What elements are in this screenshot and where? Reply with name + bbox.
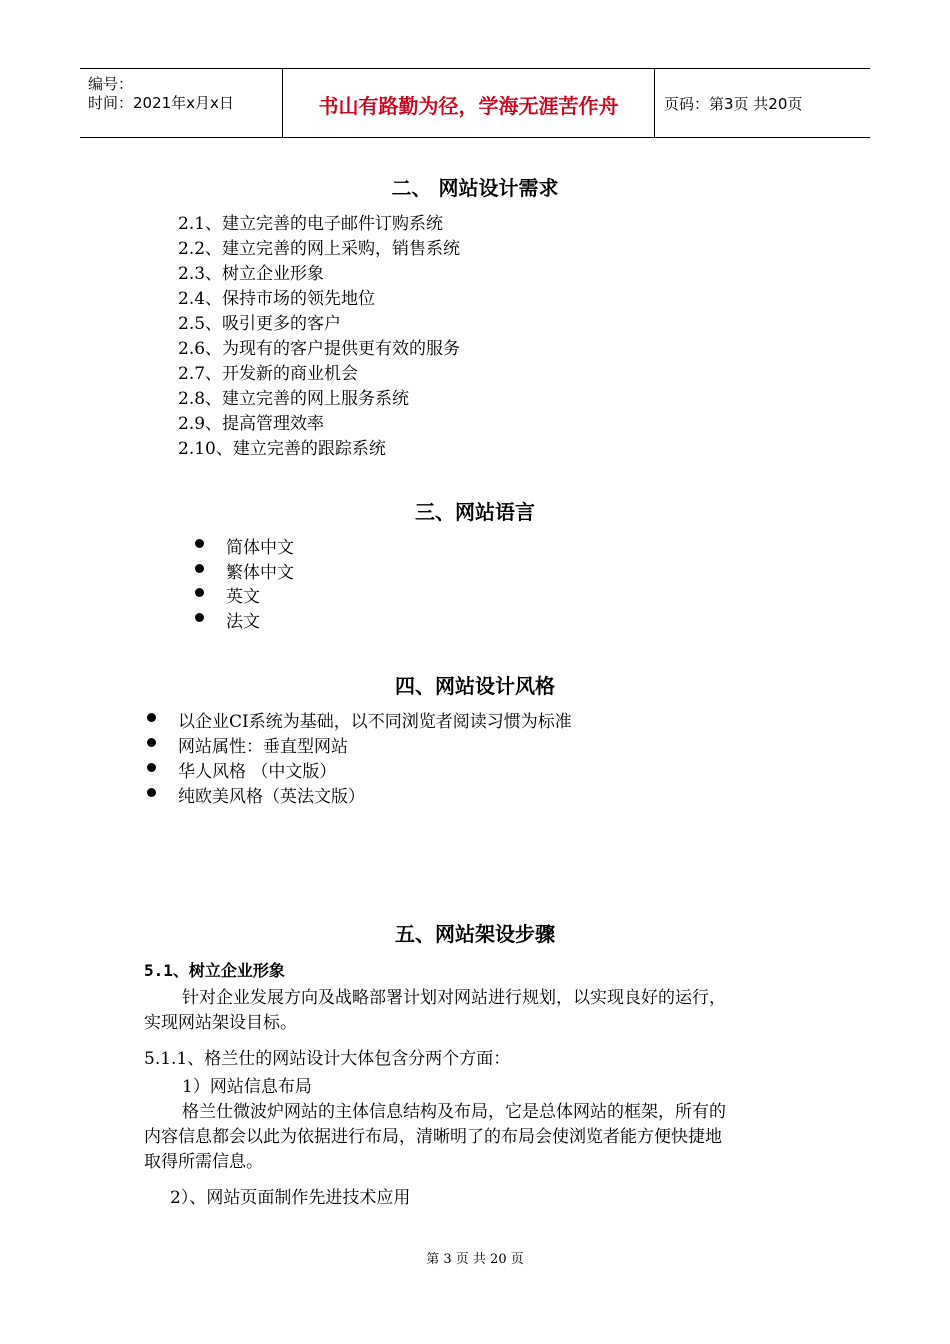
section-5-heading: 五、网站架设步骤 — [395, 922, 555, 946]
language-item: 英文 — [226, 587, 260, 607]
section-2-heading: 二、 网站设计需求 — [391, 176, 559, 200]
paragraph-line: 内容信息都会以此为依据进行布局，清晰明了的布局会使浏览者能方便快捷地 — [144, 1127, 722, 1147]
bullet-icon — [147, 738, 156, 747]
section-4-heading: 四、网站设计风格 — [395, 674, 555, 698]
subsection-5-1-1-heading: 5.1.1、格兰仕的网站设计大体包含分两个方面： — [144, 1049, 511, 1069]
requirement-item: 2.9、提高管理效率 — [178, 414, 325, 434]
language-item: 简体中文 — [226, 538, 294, 558]
page-footer: 第 3 页 共 20 页 — [426, 1252, 524, 1267]
requirement-item: 2.1、建立完善的电子邮件订购系统 — [178, 214, 444, 234]
number-label: 编号： — [88, 75, 134, 93]
language-item: 法文 — [226, 612, 260, 632]
language-item: 繁体中文 — [226, 563, 294, 583]
header-page-cell — [655, 69, 870, 137]
paragraph-line: 取得所需信息。 — [144, 1152, 263, 1172]
requirement-item: 2.10、建立完善的跟踪系统 — [178, 439, 386, 459]
bullet-icon — [147, 763, 156, 772]
page-header — [80, 68, 870, 138]
list-item: 1）网站信息布局 — [182, 1077, 312, 1097]
requirement-item: 2.7、开发新的商业机会 — [178, 364, 359, 384]
paragraph-line: 格兰仕微波炉网站的主体信息结构及布局，它是总体网站的框架，所有的 — [182, 1102, 726, 1122]
bullet-icon — [195, 539, 204, 548]
subsection-5-1-heading: 5.1、树立企业形象 — [144, 961, 285, 980]
motto-text: 书山有路勤为径，学海无涯苦作舟 — [318, 94, 619, 118]
list-item: 2）、网站页面制作先进技术应用 — [170, 1188, 411, 1208]
style-item: 华人风格 （中文版） — [178, 762, 337, 782]
date-label: 时间：2021年x月x日 — [88, 94, 234, 112]
header-motto-cell — [283, 69, 655, 137]
style-item: 网站属性：垂直型网站 — [178, 737, 348, 757]
header-info-cell — [80, 69, 283, 137]
paragraph-line: 针对企业发展方向及战略部署计划对网站进行规划，以实现良好的运行， — [182, 988, 726, 1008]
requirement-item: 2.3、树立企业形象 — [178, 264, 325, 284]
requirement-item: 2.6、为现有的客户提供更有效的服务 — [178, 339, 461, 359]
bullet-icon — [195, 588, 204, 597]
paragraph-line: 实现网站架设目标。 — [144, 1013, 297, 1033]
bullet-icon — [147, 788, 156, 797]
requirement-item: 2.4、保持市场的领先地位 — [178, 289, 376, 309]
bullet-icon — [195, 564, 204, 573]
style-item: 纯欧美风格（英法文版） — [178, 787, 365, 807]
page-label: 页码：第3页 共20页 — [664, 95, 803, 113]
bullet-icon — [147, 713, 156, 722]
requirement-item: 2.5、吸引更多的客户 — [178, 314, 342, 334]
section-3-heading: 三、网站语言 — [415, 500, 535, 524]
bullet-icon — [195, 613, 204, 622]
requirement-item: 2.8、建立完善的网上服务系统 — [178, 389, 410, 409]
requirement-item: 2.2、建立完善的网上采购，销售系统 — [178, 239, 461, 259]
style-item: 以企业CI系统为基础，以不同浏览者阅读习惯为标准 — [178, 712, 572, 732]
